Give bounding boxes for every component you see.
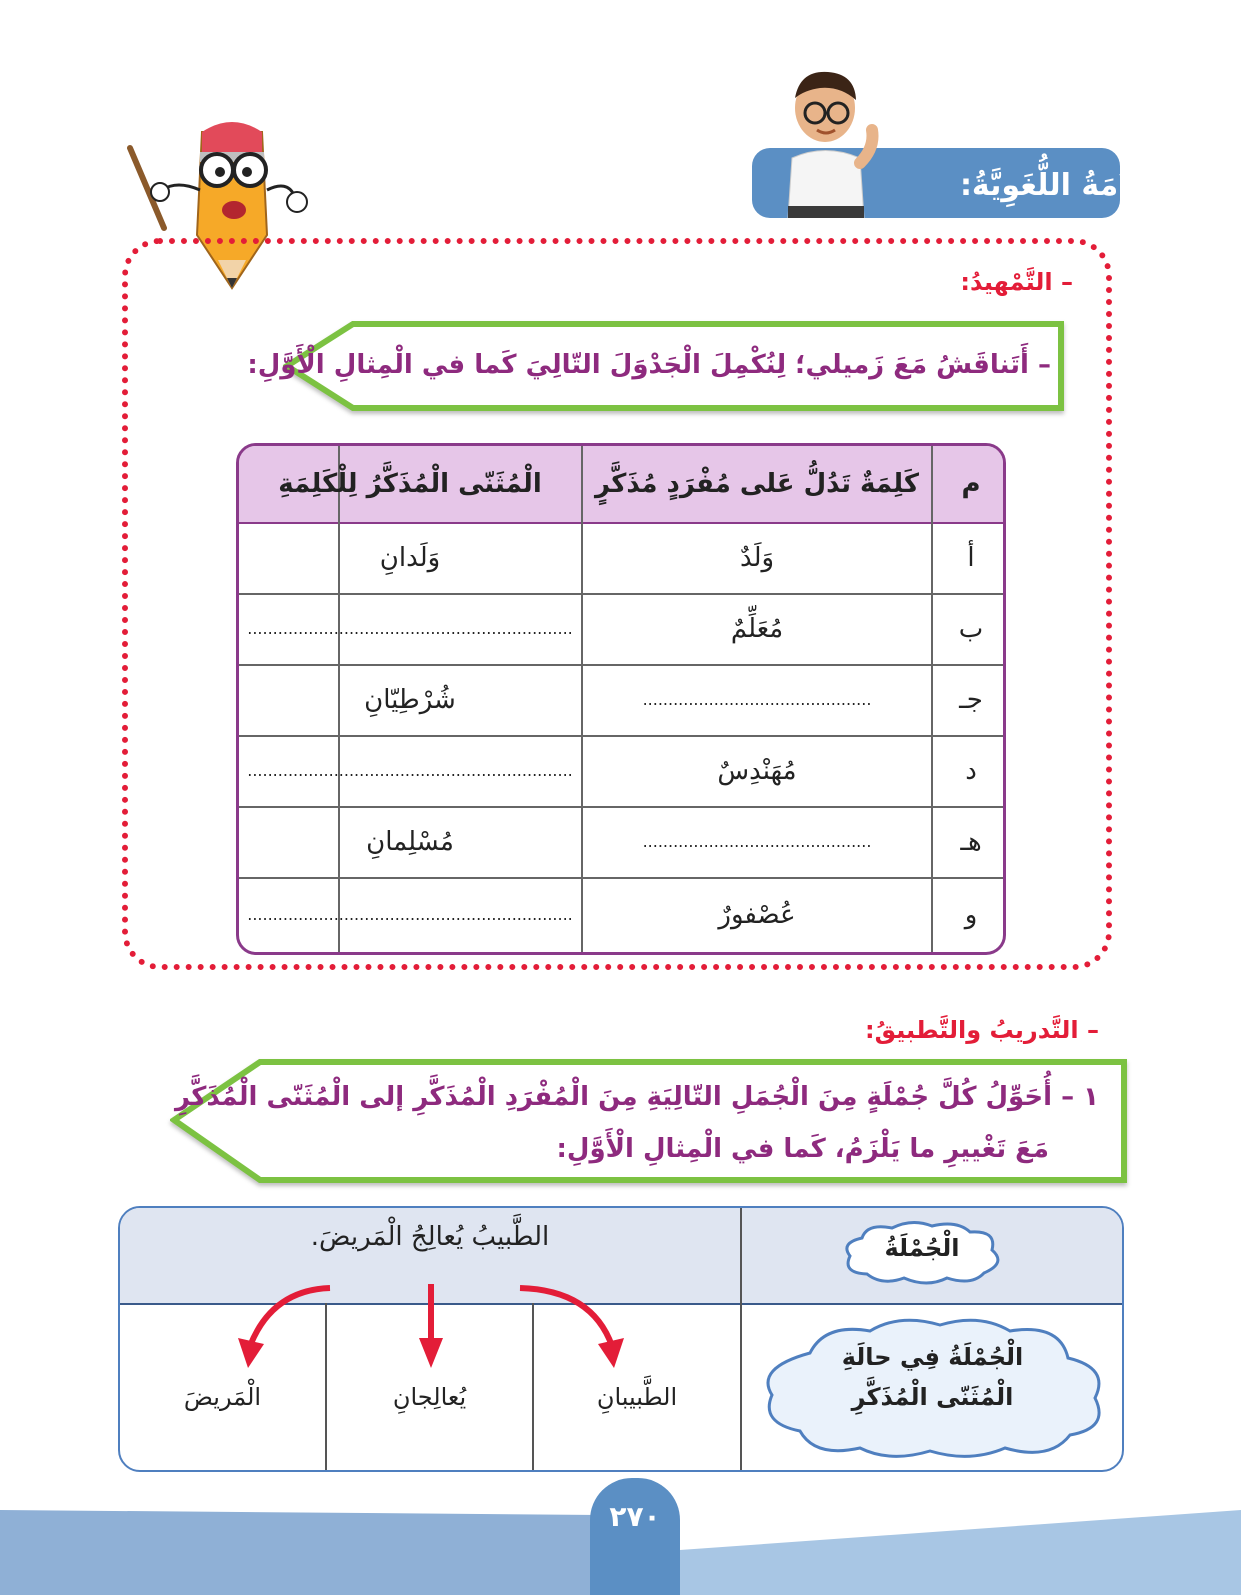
part-object: الْمَريضَ	[183, 1383, 262, 1411]
red-arrow-icon	[212, 1276, 652, 1386]
row-letter: هـ	[960, 826, 982, 857]
example-sentence: الطَّبيبُ يُعالِجُ الْمَريضَ.	[310, 1222, 550, 1252]
row-letter: ب	[958, 613, 984, 644]
intro-section-title: – التَّمْهيدُ:	[960, 268, 1073, 296]
singular-cell: وَلَدٌ	[739, 542, 775, 573]
row-letter: د	[965, 755, 977, 786]
part-verb: يُعالِجانِ	[392, 1383, 467, 1411]
row-letter: و	[964, 899, 978, 930]
singular-dual-table	[236, 443, 1006, 955]
header-singular: كَلِمَةٌ تَدُلُّ عَلى مُفْرَدٍ مُذَكَّرٍ	[595, 469, 919, 499]
dual-label-line2: الْمُثَنّى الْمُذَكَّرِ	[851, 1383, 1014, 1411]
singular-cell: عُصْفورٌ	[718, 899, 796, 930]
practice-instruction-banner	[170, 1058, 1128, 1188]
sentence-label: الْجُمْلَةُ	[884, 1234, 960, 1262]
header-dual: الْمُثَنّى الْمُذَكَّرُ لِلْكَلِمَةِ	[278, 469, 542, 499]
intro-instruction: – أَتَناقَشُ مَعَ زَميلي؛ لِنُكْمِلَ الْجَدْوَلَ التّالِيَ كَما في الْمِثالِ الْأَوَّلِ:	[247, 350, 1051, 380]
header-index: م	[961, 469, 981, 499]
lesson-title: السَّلامَةُ اللُّغَوِيَّةُ:	[959, 168, 1193, 203]
dual-blank[interactable]: ................................................................	[247, 905, 573, 924]
dual-cell: وَلَدانِ	[379, 542, 441, 573]
dual-label-line1: الْجُمْلَةُ فِي حالَةِ	[841, 1343, 1024, 1371]
boy-character-icon	[780, 68, 890, 218]
practice-instruction-line1: ١ – أُحَوِّلُ كُلَّ جُمْلَةٍ مِنَ الْجُمَلِ التّالِيَةِ مِنَ الْمُفْرَدِ الْمُذَكَّرِ إلى الْمُثَنّى الْمُذَكَّرِ	[175, 1082, 1099, 1112]
dual-blank[interactable]: ................................................................	[247, 619, 573, 638]
part-subject: الطَّبيبانِ	[596, 1383, 678, 1411]
singular-cell: مُهَنْدِسٌ	[717, 755, 797, 786]
row-letter: أ	[967, 542, 975, 573]
row-letter: جـ	[959, 684, 983, 715]
singular-blank[interactable]: .............................................	[642, 690, 872, 709]
practice-section-title: – التَّدريبُ والتَّطبيقُ:	[865, 1016, 1099, 1044]
dual-cell: مُسْلِمانِ	[366, 826, 454, 857]
page-number: ٢٧٠	[590, 1478, 680, 1595]
dual-blank[interactable]: ................................................................	[247, 761, 573, 780]
singular-blank[interactable]: .............................................	[642, 832, 872, 851]
practice-instruction-line2: مَعَ تَغْييرِ ما يَلْزَمُ، كَما في الْمِثالِ الْأَوَّلِ:	[556, 1134, 1049, 1164]
singular-cell: مُعَلِّمٌ	[730, 613, 784, 644]
dual-cell: شُرْطِيّانِ	[364, 684, 456, 715]
